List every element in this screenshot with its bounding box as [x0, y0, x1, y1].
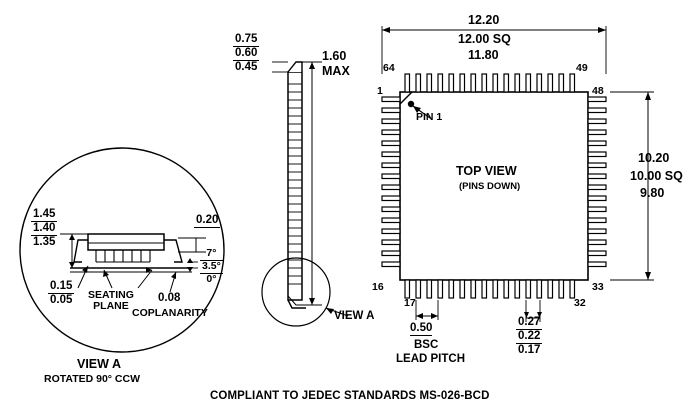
pin-number-1: 1: [377, 85, 383, 97]
lead-width-stack: [516, 316, 542, 357]
width-min: 11.80: [468, 48, 499, 62]
pin-number-17: 17: [404, 297, 416, 309]
height-nom: 10.00 SQ: [630, 169, 683, 183]
package-height-value: 1.60: [322, 49, 347, 63]
pin-number-49: 49: [576, 62, 588, 74]
lead-thickness-stack: [194, 214, 220, 228]
coplanarity-value: 0.08: [158, 292, 181, 304]
lead-tip-max: 0.75: [235, 33, 258, 45]
lead-thickness-max: 0.20: [196, 214, 219, 226]
lead-tip-nom: 0.60: [235, 46, 258, 59]
lead-width-min: 0.17: [518, 343, 541, 356]
view-a-title: VIEW A: [77, 357, 121, 371]
pin-number-16: 16: [372, 281, 384, 293]
standoff-dimension-stack: [31, 208, 57, 249]
angle-max: 7°: [206, 247, 217, 259]
pin-number-48: 48: [592, 85, 604, 97]
lead-width-max: 0.27: [518, 316, 541, 328]
lead-tip-stack: [233, 33, 259, 74]
side-view-geometry: [262, 62, 348, 326]
lead-tip-min: 0.45: [235, 60, 258, 73]
standoff-nom: 1.40: [33, 221, 56, 234]
lead-pitch-value: 0.50: [410, 322, 432, 336]
coplanarity-label: COPLANARITY: [132, 307, 208, 319]
standoff-max: 1.45: [33, 208, 56, 220]
side-view-a-callout: VIEW A: [334, 310, 375, 322]
height-min: 9.80: [640, 186, 665, 200]
pin-number-33: 33: [592, 281, 604, 293]
width-nom: 12.00 SQ: [458, 32, 511, 46]
foot-min: 0.05: [50, 293, 73, 306]
package-height-label: MAX: [322, 64, 350, 78]
height-max: 10.20: [638, 151, 670, 165]
standoff-min: 1.35: [33, 235, 56, 248]
angle-min: 0°: [206, 272, 217, 285]
compliance-note: COMPLIANT TO JEDEC STANDARDS MS-026-BCD: [210, 390, 490, 402]
lead-pitch-label: LEAD PITCH: [396, 353, 465, 365]
pin-1-label: PIN 1: [416, 111, 443, 123]
pin-number-64: 64: [383, 62, 395, 74]
pin-number-32: 32: [574, 297, 586, 309]
foot-dimension-stack: [48, 280, 74, 307]
cross-section-body: [74, 234, 182, 262]
lead-angle-stack: [200, 248, 223, 285]
width-max: 12.20: [468, 13, 500, 27]
angle-nom: 3.5°: [202, 259, 221, 272]
foot-max: 0.15: [50, 280, 73, 292]
lead-pitch-bsc: BSC: [414, 339, 439, 351]
lead-width-nom: 0.22: [518, 329, 541, 342]
seating-plane-label: SEATING PLANE: [88, 289, 134, 313]
view-a-subtitle: ROTATED 90° CCW: [44, 373, 140, 385]
top-view-subtitle: (PINS DOWN): [459, 181, 521, 192]
top-view-title: TOP VIEW: [456, 164, 517, 178]
